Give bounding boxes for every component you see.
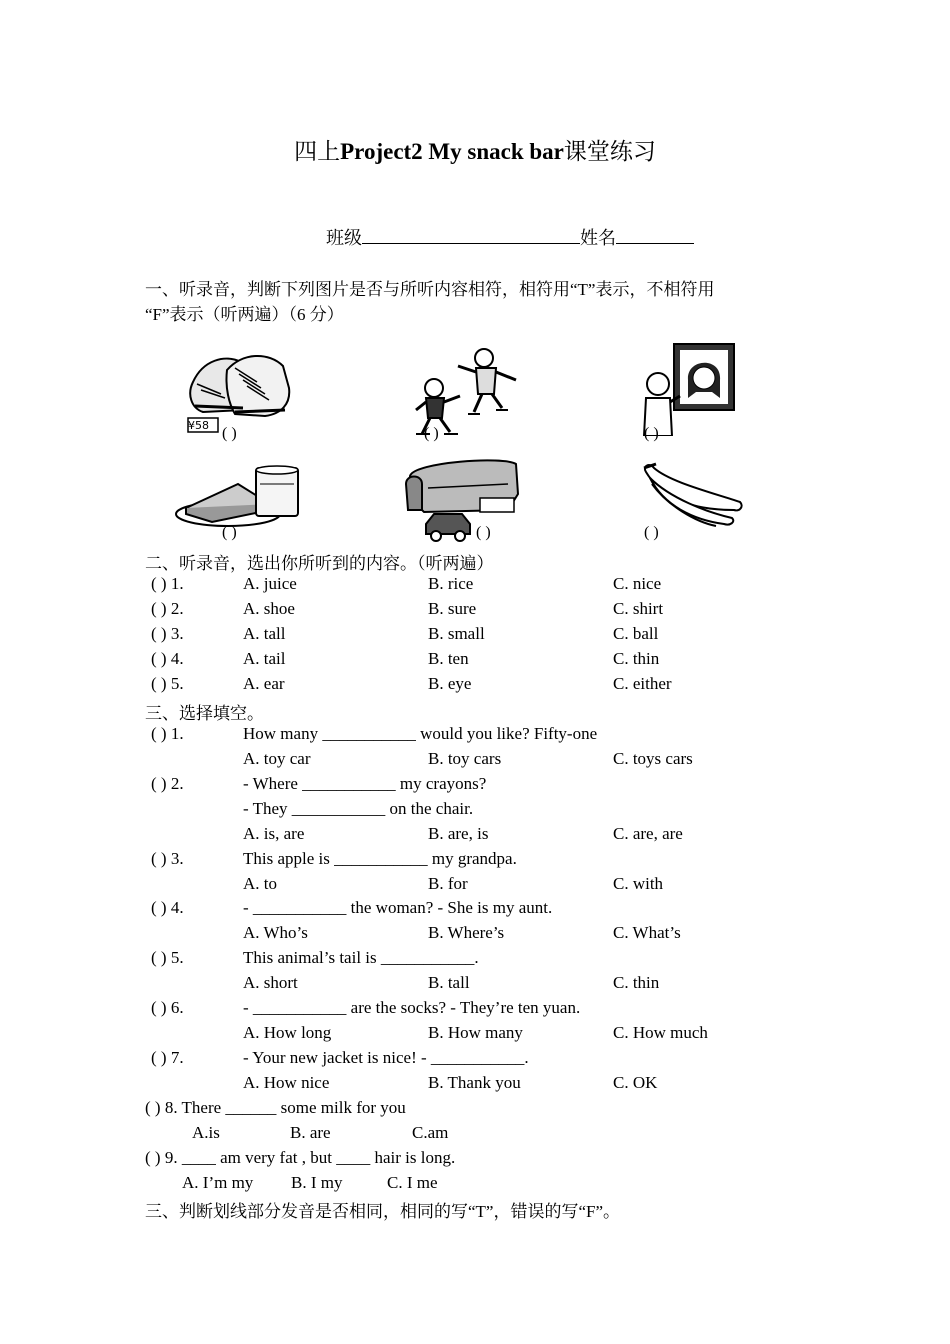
option-c: C. shirt xyxy=(613,599,664,618)
question-row xyxy=(145,898,845,923)
section2-heading: 二、听录音，选出你所听到的内容。（听两遍） xyxy=(145,554,494,573)
section1-heading-line1: 一、听录音，判断下列图片是否与所听内容相符，相符用“T”表示，不相符用 xyxy=(145,280,715,299)
title-suffix: 课堂练习 xyxy=(563,139,656,164)
answer-paren-2[interactable]: ( ) xyxy=(424,425,439,442)
question-row xyxy=(145,1148,845,1173)
option-a: A. is, are xyxy=(243,824,305,843)
sandwich-and-milk-icon xyxy=(172,462,306,530)
option-a: A. Who’s xyxy=(243,923,308,942)
price-tag: ¥58 xyxy=(188,419,209,432)
question-number[interactable]: ( ) 6. xyxy=(151,998,184,1017)
question-stem: - ___________ are the socks? - They’re ten yuan. xyxy=(243,998,581,1017)
item-number[interactable]: ( ) 1. xyxy=(151,574,184,593)
question-row xyxy=(145,1098,845,1123)
option-b: B. How many xyxy=(428,1023,523,1042)
question-row xyxy=(145,799,845,824)
question-stem: How many ___________ would you like? Fifty-one xyxy=(243,724,598,743)
question-stem: This animal’s tail is ___________. xyxy=(243,948,479,967)
answer-paren-5[interactable]: ( ) xyxy=(476,524,491,541)
question-stem: - ___________ the woman? - She is my aunt. xyxy=(243,898,553,917)
option-a: A.is xyxy=(192,1123,220,1142)
options-row xyxy=(145,923,845,948)
name-label: 姓名 xyxy=(580,228,616,248)
option-c: C. What’s xyxy=(613,923,681,942)
answer-paren-4[interactable]: ( ) xyxy=(222,524,237,541)
option-c: C.am xyxy=(412,1123,449,1142)
page-title xyxy=(0,133,950,166)
listening-item xyxy=(145,624,845,649)
option-b: B. I my xyxy=(291,1173,343,1192)
question-row xyxy=(145,849,845,874)
sofa-and-toy-cars-icon xyxy=(404,454,522,542)
class-label: 班级 xyxy=(326,228,362,248)
option-c: C. toys cars xyxy=(613,749,693,768)
option-c: C. OK xyxy=(613,1073,658,1092)
options-row xyxy=(145,1123,845,1148)
question-stem: - Your new jacket is nice! - ___________. xyxy=(243,1048,529,1067)
listening-item xyxy=(145,574,845,599)
options-row xyxy=(145,874,845,899)
section1-heading-line2: “F”表示（听两遍）（6 分） xyxy=(145,305,344,324)
answer-paren-3[interactable]: ( ) xyxy=(644,425,659,442)
question-row xyxy=(145,724,845,749)
listening-item xyxy=(145,674,845,699)
option-a: A. to xyxy=(243,874,277,893)
options-row xyxy=(145,824,845,849)
question-stem: This apple is ___________ my grandpa. xyxy=(243,849,517,868)
option-a: A. ear xyxy=(243,674,285,693)
option-b: B. are, is xyxy=(428,824,489,843)
item-number[interactable]: ( ) 2. xyxy=(151,599,184,618)
listening-item xyxy=(145,649,845,674)
item-number[interactable]: ( ) 5. xyxy=(151,674,184,693)
student-info-row xyxy=(326,224,694,250)
question-stem: - They ___________ on the chair. xyxy=(243,799,474,818)
option-c: C. ball xyxy=(613,624,659,643)
options-row xyxy=(145,1173,845,1198)
option-c: C. are, are xyxy=(613,824,683,843)
option-a: A. How nice xyxy=(243,1073,330,1092)
options-row xyxy=(145,1023,845,1048)
answer-paren-6[interactable]: ( ) xyxy=(644,524,659,541)
title-prefix: 四上 xyxy=(294,139,341,164)
question-row xyxy=(145,1048,845,1073)
question-number[interactable]: ( ) 2. xyxy=(151,774,184,793)
option-a: A. How long xyxy=(243,1023,332,1042)
question-stem[interactable]: ( ) 9. ____ am very fat , but ____ hair is long. xyxy=(145,1148,456,1167)
options-row xyxy=(145,749,845,774)
option-a: A. short xyxy=(243,973,298,992)
boy-with-portrait-icon xyxy=(638,340,740,436)
option-b: B. Where’s xyxy=(428,923,505,942)
option-c: C. How much xyxy=(613,1023,708,1042)
answer-paren-1[interactable]: ( ) xyxy=(222,425,237,442)
option-b: B. are xyxy=(290,1123,331,1142)
option-a: A. I’m my xyxy=(182,1173,254,1192)
question-number[interactable]: ( ) 3. xyxy=(151,849,184,868)
options-row xyxy=(145,973,845,998)
option-c: C. thin xyxy=(613,649,660,668)
question-number[interactable]: ( ) 4. xyxy=(151,898,184,917)
option-c: C. I me xyxy=(387,1173,438,1192)
option-a: A. juice xyxy=(243,574,297,593)
option-a: A. shoe xyxy=(243,599,295,618)
option-a: A. tall xyxy=(243,624,286,643)
option-b: B. Thank you xyxy=(428,1073,521,1092)
question-number[interactable]: ( ) 5. xyxy=(151,948,184,967)
option-b: B. for xyxy=(428,874,468,893)
option-b: B. sure xyxy=(428,599,477,618)
option-c: C. with xyxy=(613,874,664,893)
item-number[interactable]: ( ) 3. xyxy=(151,624,184,643)
option-a: A. tail xyxy=(243,649,286,668)
question-row xyxy=(145,774,845,799)
question-row xyxy=(145,998,845,1023)
option-c: C. nice xyxy=(613,574,662,593)
name-blank[interactable] xyxy=(616,225,694,244)
option-b: B. ten xyxy=(428,649,469,668)
option-c: C. either xyxy=(613,674,672,693)
question-number[interactable]: ( ) 7. xyxy=(151,1048,184,1067)
title-english: Project2 My snack bar xyxy=(340,139,564,164)
question-row xyxy=(145,948,845,973)
option-b: B. eye xyxy=(428,674,472,693)
question-stem: - Where ___________ my crayons? xyxy=(243,774,487,793)
option-b: B. tall xyxy=(428,973,470,992)
question-stem[interactable]: ( ) 8. There ______ some milk for you xyxy=(145,1098,406,1117)
section3-heading: 三、选择填空。 xyxy=(145,704,264,723)
class-blank[interactable] xyxy=(362,225,580,244)
section4-heading: 三、判断划线部分发音是否相同，相同的写“T”，错误的写“F”。 xyxy=(145,1202,621,1221)
option-c: C. thin xyxy=(613,973,660,992)
options-row xyxy=(145,1073,845,1098)
option-a: A. toy car xyxy=(243,749,311,768)
option-b: B. rice xyxy=(428,574,474,593)
item-number[interactable]: ( ) 4. xyxy=(151,649,184,668)
bananas-icon xyxy=(640,462,746,528)
option-b: B. small xyxy=(428,624,485,643)
listening-item xyxy=(145,599,845,624)
option-b: B. toy cars xyxy=(428,749,502,768)
question-number[interactable]: ( ) 1. xyxy=(151,724,184,743)
